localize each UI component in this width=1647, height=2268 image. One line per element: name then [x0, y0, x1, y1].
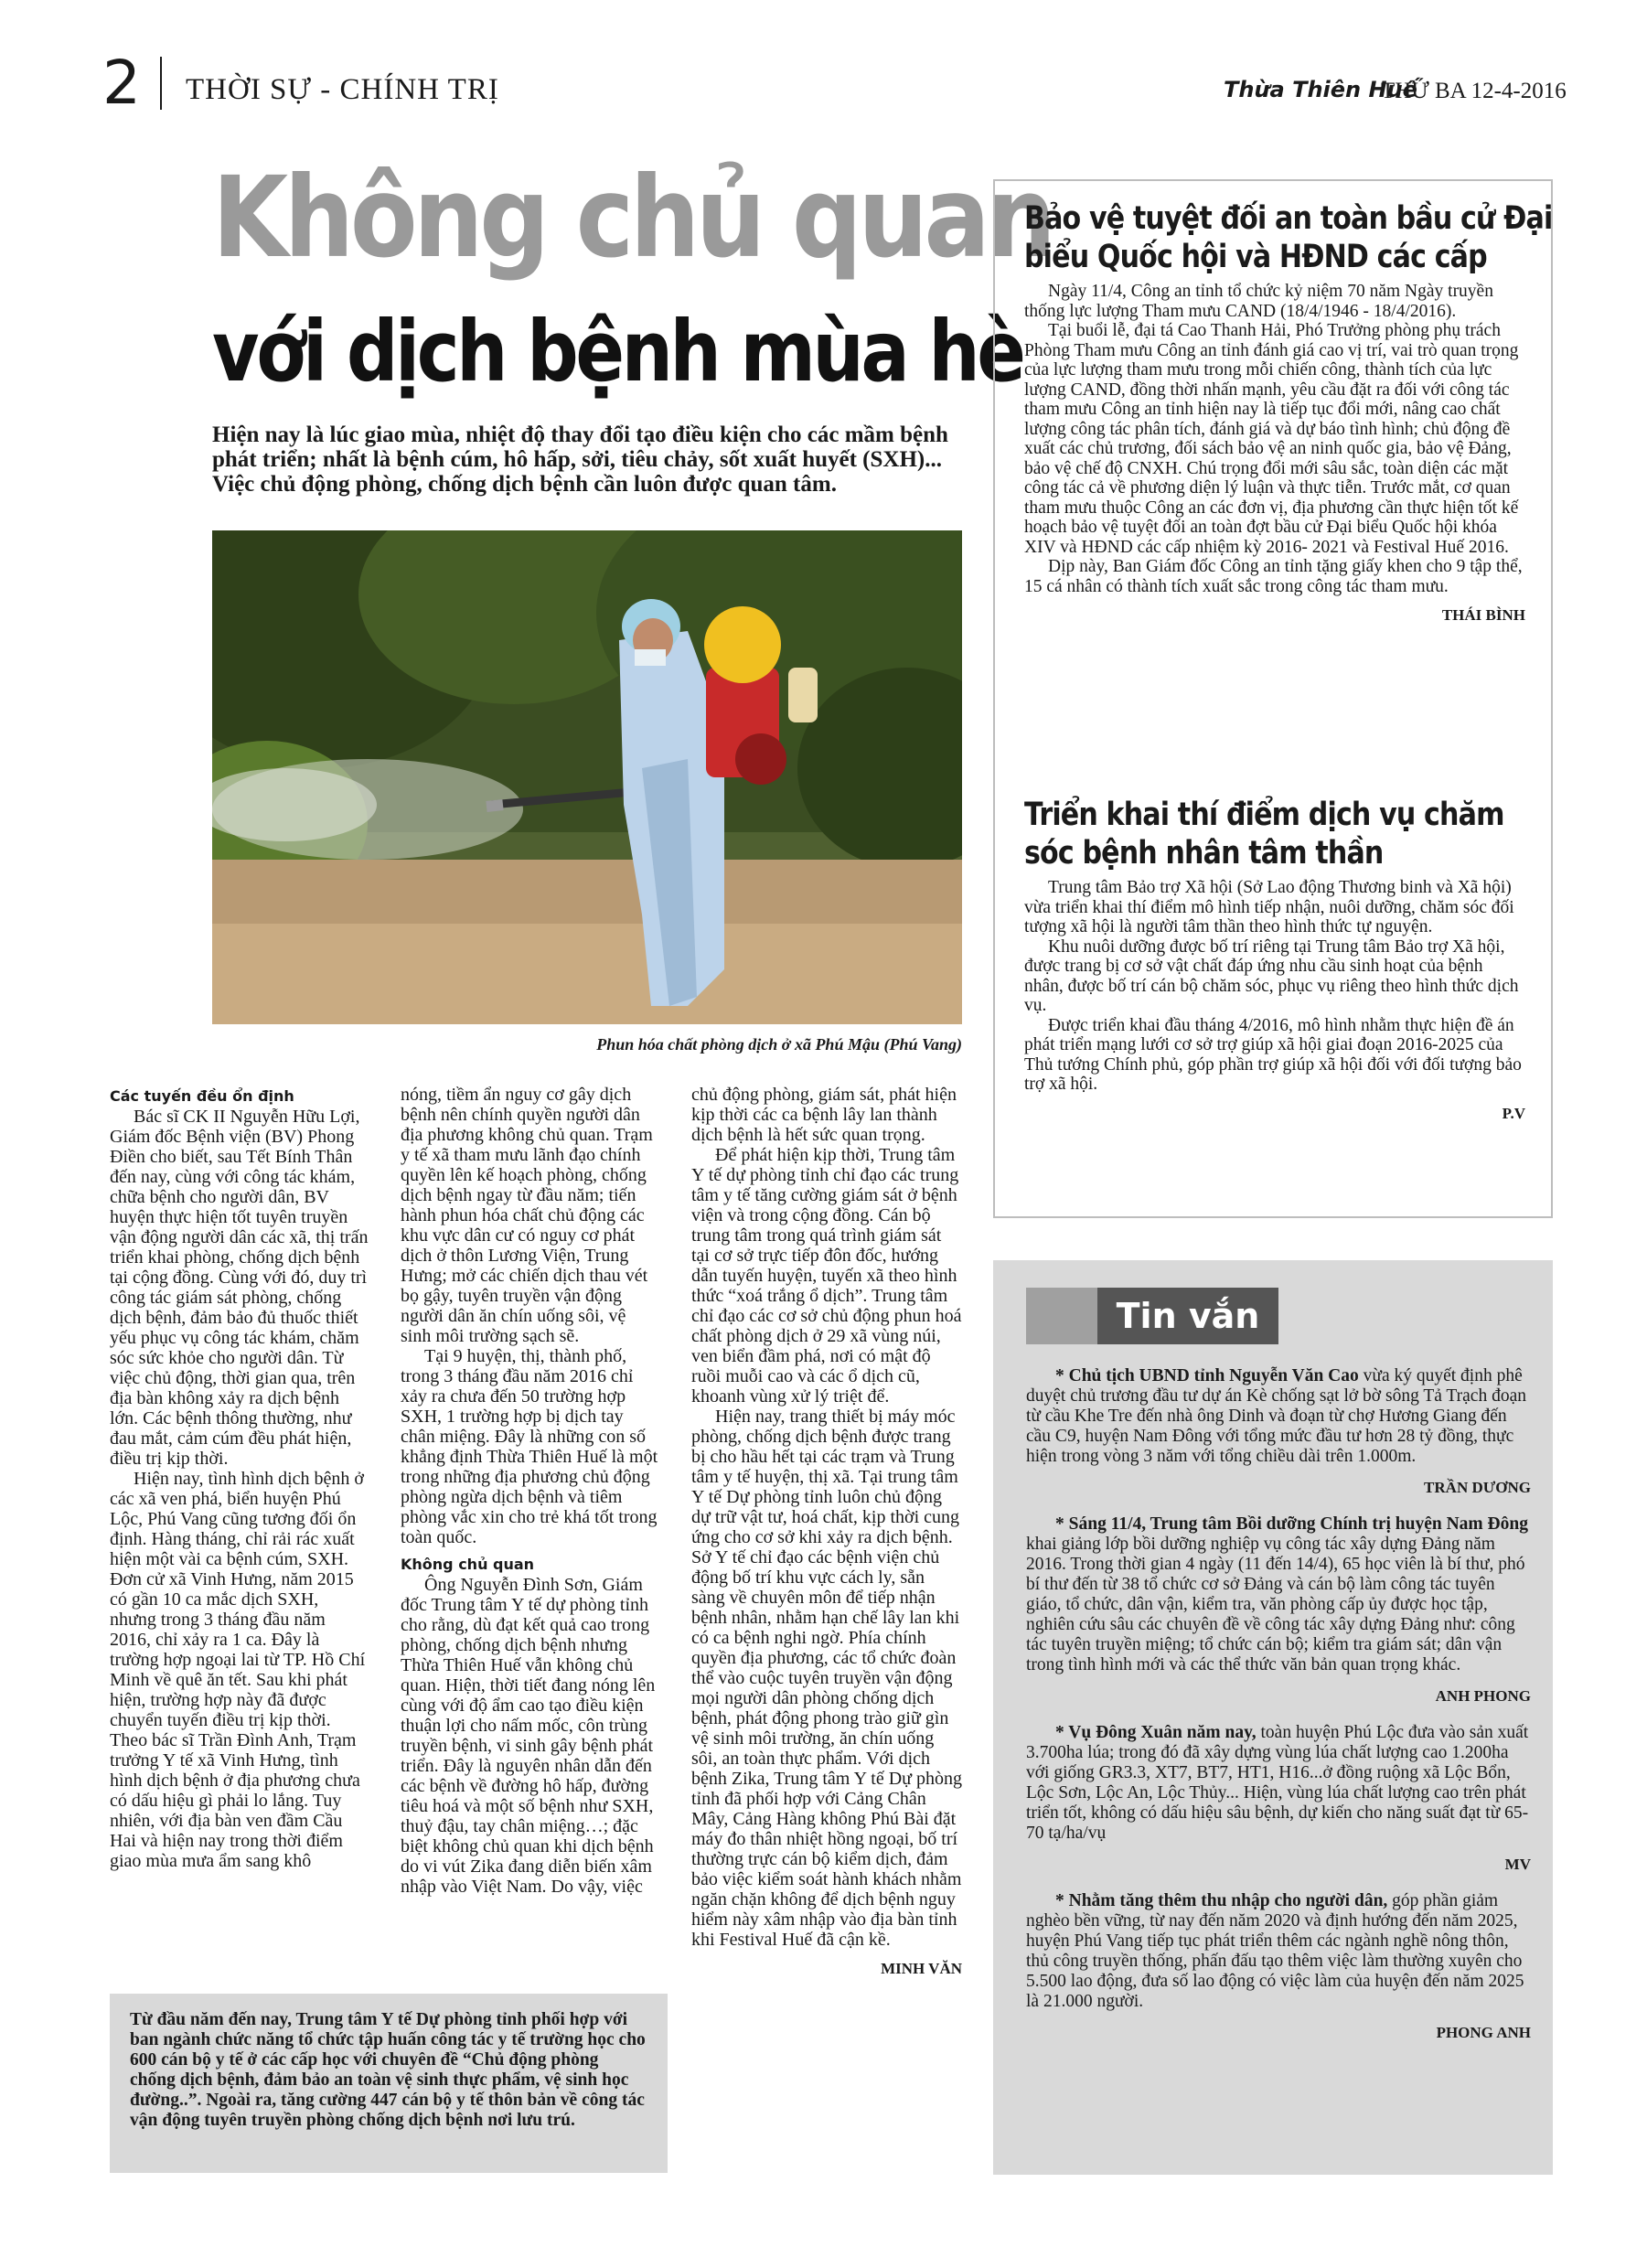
- highlight-box: Từ đầu năm đến nay, Trung tâm Y tế Dự phòng tỉnh phối hợp với ban ngành chức năng tổ chức tập huấn công tác y tế trường học cho 600 cán bộ y tế ở các cấp học với chuyên đề “Chủ động phòng chống dịch bệnh, đảm bảo an toàn vệ sinh thực phẩm, vệ sinh học đường..”. Ngoài ra, tăng cường 447 cán bộ y tế thôn bản về công tác vận động tuyên truyền phòng chống dịch bệnh nơi lưu trú.: [110, 1994, 668, 2173]
- news-headline: Triển khai thí điểm dịch vụ chăm sóc bệnh nhân tâm thần: [1024, 797, 1504, 872]
- paragraph: chủ động phòng, giám sát, phát hiện kịp thời các ca bệnh lây lan thành dịch bệnh là hết sức quan trọng.: [691, 1085, 957, 1145]
- article-author: MINH VĂN: [881, 1960, 962, 1977]
- news-body-security: [1024, 282, 1525, 626]
- subhead-not-complacent: Không chủ quan: [401, 1556, 535, 1573]
- subhead-stable: Các tuyến đều ổn định: [110, 1087, 294, 1105]
- brief-news-label: Tin vắn: [1097, 1288, 1278, 1344]
- article-column-2: [401, 1085, 658, 1897]
- photo-caption: Phun hóa chất phòng dịch ở xã Phú Mậu (Phú Vang): [596, 1035, 962, 1054]
- headline-line-2: với dịch bệnh mùa hè: [212, 303, 1023, 401]
- paragraph: Để phát hiện kịp thời, Trung tâm Y tế dự phòng tỉnh chỉ đạo các trung tâm y tế tăng cường giám sát ở bệnh viện và trong cộng đồng. Cán bộ trung tâm trong quá trình giám sát tại cơ sở trực tiếp đôn đốc, hướng dẫn tuyến huyện, tuyến xã theo hình thức “xoá trắng ổ dịch”. Trung tâm chỉ đạo các cơ sở chủ động phun hoá chất phòng dịch ở 29 xã vùng núi, ven biển đầm phá, nơi có mật độ ruồi muỗi cao và các ổ dịch cũ, khoanh vùng xử lý triệt để.: [691, 1145, 962, 1407]
- paragraph: Hiện nay, tình hình dịch bệnh ở các xã ven phá, biển huyện Phú Lộc, Phú Vang cũng tương đối ổn định. Hàng tháng, chỉ rải rác xuất hiện một vài ca bệnh cúm, SXH. Đơn cử xã Vinh Hưng, năm 2015 có gần 10 ca mắc dịch SXH, nhưng trong 3 tháng đầu năm 2016, chỉ xảy ra 1 ca. Đây là trường hợp ngoại lai từ TP. Hồ Chí Minh về quê ăn tết. Sau khi phát hiện, trường hợp này đã được chuyển tuyến điều trị kịp thời. Theo bác sĩ Trần Đình Anh, Trạm trưởng Y tế xã Vinh Hưng, tình hình dịch bệnh ở địa phương chưa có dấu hiệu gì phải lo lắng. Tuy nhiên, với địa bàn ven đầm Cầu Hai và hiện nay trong thời điểm giao mùa mưa ẩm sang khô: [110, 1469, 366, 1871]
- brief-item: * Sáng 11/4, Trung tâm Bồi dưỡng Chính trị huyện Nam Đông khai giảng lớp bồi dưỡng nghiệp vụ công tác xây dựng Đảng năm 2016. Trong thời gian 4 ngày (11 đến 14/4), 65 học viên là bí thư, phó bí thư đến từ 38 tổ chức cơ sở Đảng và cán bộ làm công tác tuyên giáo, tổ chức, dân vận, kiểm tra, văn phòng cấp ủy được học tập, nghiên cứu sâu các chuyên đề về công tác xây dựng Đảng như: công tác tuyên truyền miệng; tổ chức cán bộ; kiểm tra giám sát; dân vận trong tình hình mới và các thể thức văn bản quan trọng khác.: [1026, 1514, 1528, 1674]
- article-column-3: [691, 1085, 962, 1979]
- paragraph: Được triển khai đầu tháng 4/2016, mô hình nhằm thực hiện đề án phát triển mạng lưới cơ sở trợ giúp xã hội giai đoạn 2016-2025 của Thủ tướng Chính phủ, góp phần trợ giúp xã hội đối với đối tượng bảo trợ xã hội.: [1024, 1015, 1522, 1094]
- newspaper-name: Thừa Thiên Huế: [1224, 77, 1417, 102]
- brief-author: ANH PHONG: [1435, 1687, 1531, 1705]
- brief-item: * Chủ tịch UBND tỉnh Nguyễn Văn Cao vừa ký quyết định phê duyệt chủ trương đầu tư dự án Kè chống sạt lở bờ sông Tả Trạch đoạn từ cầu Khe Tre đến nhà ông Dinh và đoạn từ chợ Hương Giang đến cầu C9, huyện Nam Đông với tổng mức đầu tư hơn 28 tỷ đồng, thực hiện trong vòng 3 năm với tổng chiều dài trên 1.000m.: [1026, 1366, 1526, 1466]
- news-author: P.V: [1502, 1104, 1525, 1122]
- sprayer-photo-illustration: [212, 530, 962, 1024]
- news-item-security: [1024, 199, 1553, 276]
- paragraph: Tại buổi lễ, đại tá Cao Thanh Hải, Phó Trưởng phòng phụ trách Phòng Tham mưu Công an tỉnh đánh giá cao vị trí, vai trò quan trọng của lực lượng tham mưu trong mỗi chiến công, thành tích của lực lượng CAND, đồng thời nhấn mạnh, yêu cầu đặt ra đối với công tác tham mưu Công an tỉnh hiện nay là tiếp tục đổi mới, nâng cao chất lượng công tác phân tích, đánh giá và dự báo tình hình; chủ động đề xuất các chủ trương, đối sách bảo vệ an ninh quốc gia, bảo vệ Đảng, bảo vệ chế độ CNXH. Chú trọng đổi mới sâu sắc, toàn diện các mặt công tác cả về phương diện lý luận và thực tiễn. Trước mắt, cơ quan tham mưu thuộc Công an các đơn vị, địa phương cần thực hiện tốt kế hoạch bảo vệ tuyệt đối an toàn đợt bầu cử Đại biểu Quốc hội khóa XIV và HĐND các cấp nhiệm kỳ 2016- 2021 và Festival Huế 2016.: [1024, 321, 1519, 557]
- paragraph: Bác sĩ CK II Nguyễn Hữu Lợi, Giám đốc Bệnh viện (BV) Phong Điền cho biết, sau Tết Bính Thân đến nay, cùng với công tác khám, chữa bệnh cho người dân, BV huyện thực hiện tốt tuyên truyền vận động người dân các xã, thị trấn triển khai phòng, chống dịch bệnh tại cộng đồng. Cùng với đó, duy trì công tác giám sát phòng, chống dịch bệnh, đảm bảo đủ thuốc thiết yếu phục vụ công tác khám, chăm sóc sức khỏe cho người dân. Từ việc chủ động, thời gian qua, trên địa bàn không xảy ra dịch bệnh lớn. Các bệnh thông thường, như đau mắt, cảm cúm đều phát hiện, điều trị kịp thời.: [110, 1107, 369, 1469]
- paragraph: Tại 9 huyện, thị, thành phố, trong 3 tháng đầu năm 2016 chỉ xảy ra chưa đến 50 trường hợp SXH, 1 trường hợp bị dịch tay chân miệng. Đây là những con số khẳng định Thừa Thiên Huế là một trong những địa phương chủ động phòng ngừa dịch bệnh và tiêm phòng vắc xin cho trẻ khá tốt trong toàn quốc.: [401, 1346, 658, 1547]
- brief-author: TRẦN DƯƠNG: [1424, 1479, 1531, 1496]
- article-column-1: [110, 1085, 369, 1871]
- brief-author: MV: [1504, 1856, 1531, 1873]
- page-number-divider: [160, 57, 162, 110]
- paragraph: Ngày 11/4, Công an tỉnh tổ chức kỷ niệm 70 năm Ngày truyền thống lực lượng Tham mưu CAND (18/4/1946 - 18/4/2016).: [1024, 282, 1493, 321]
- paragraph: nóng, tiềm ẩn nguy cơ gây dịch bệnh nên chính quyền người dân địa phương không chủ quan. Trạm y tế xã tham mưu lãnh đạo chính quyền lên kế hoạch phòng, chống dịch bệnh ngay từ đầu năm; tiến hành phun hóa chất chủ động các khu vực dân cư có nguy cơ phát dịch ở thôn Lương Viện, Trung Hưng; mở các chiến dịch thau vét bọ gậy, tuyên truyền vận động người dân ăn chín uống sôi, vệ sinh môi trường sạch sẽ.: [401, 1085, 653, 1346]
- news-item-mental-care: [1024, 796, 1536, 872]
- article-photo: [212, 530, 962, 1024]
- brief-author: PHONG ANH: [1436, 2024, 1531, 2041]
- brief-item: * Vụ Đông Xuân năm nay, toàn huyện Phú Lộc đưa vào sản xuất 3.700ha lúa; trong đó đã xây dựng vùng lúa chất lượng cao 1.200ha với giống GR3.3, XT7, BT7, HT1, H16...ở đồng ruộng xã Lộc Bổn, Lộc Sơn, Lộc An, Lộc Thủy... Hiện, vùng lúa chất lượng cao trên phát triển tốt, không có dấu hiệu sâu bệnh, dự kiến cho năng suất đạt từ 65-70 tạ/ha/vụ: [1026, 1723, 1529, 1843]
- news-body-mental-care: [1024, 878, 1525, 1123]
- news-headline: Bảo vệ tuyệt đối an toàn bầu cử Đại biểu Quốc hội và HĐND các cấp: [1024, 200, 1553, 275]
- section-title: THỜI SỰ - CHÍNH TRỊ: [186, 73, 499, 106]
- paragraph: Ông Nguyễn Đình Sơn, Giám đốc Trung tâm Y tế dự phòng tỉnh cho rằng, dù đạt kết quả cao trong phòng, chống dịch bệnh nhưng Thừa Thiên Huế vẫn không chủ quan. Hiện, thời tiết đang nóng lên cùng với độ ẩm cao tạo điều kiện thuận lợi cho nấm mốc, côn trùng truyền bệnh, vi sinh gây bệnh phát triển. Đây là nguyên nhân dẫn đến các bệnh về đường hô hấp, đường tiêu hoá và một số bệnh như SXH, thuỷ đậu, tay chân miệng…; đặc biệt không chủ quan khi dịch bệnh do vi vút Zika đang diễn biến xâm nhập vào Việt Nam. Do vậy, việc: [401, 1575, 656, 1897]
- brief-news-list: [1026, 1366, 1531, 2043]
- paragraph: Khu nuôi dưỡng được bố trí riêng tại Trung tâm Bảo trợ Xã hội, được trang bị cơ sở vật chất đáp ứng nhu cầu sinh hoạt của bệnh nhân, được bố trí cán bộ chăm sóc, phục vụ riêng theo hình thức dịch vụ.: [1024, 936, 1519, 1015]
- issue-date: THỨ BA 12-4-2016: [1381, 79, 1567, 103]
- brief-item: * Nhằm tăng thêm thu nhập cho người dân, góp phần giảm nghèo bền vững, từ nay đến năm 2020 và định hướng đến năm 2025, huyện Phú Vang tiếp tục phát triển thêm các ngành nghề nông thôn, thủ công truyền thống, phấn đấu tạo thêm việc làm thường xuyên cho 5.500 lao động, đưa số lao động có việc làm của huyện đến năm 2025 là 21.000 người.: [1026, 1891, 1524, 2011]
- paragraph: Hiện nay, trang thiết bị máy móc phòng, chống dịch bệnh được trang bị cho hầu hết tại các trạm và Trung tâm y tế huyện, thị xã. Tại trung tâm Y tế Dự phòng tỉnh luôn chủ động dự trữ vật tư, hoá chất, kịp thời cung ứng cho cơ sở khi xảy ra dịch bệnh. Sở Y tế chỉ đạo các bệnh viện chủ động bố trí khu vực cách ly, sẵn sàng về chuyên môn để tiếp nhận bệnh nhân, nhằm hạn chế lây lan khi có ca bệnh nghi ngờ. Phía chính quyền địa phương, các tổ chức đoàn thể vào cuộc tuyên truyền vận động mọi người dân phòng chống dịch bệnh, phát động phong trào giữ gìn vệ sinh môi trường, ăn chín uống sôi, an toàn thực phẩm. Với dịch bệnh Zika, Trung tâm Y tế Dự phòng tỉnh đã phối hợp với Cảng Chân Mây, Cảng Hàng không Phú Bài đặt máy đo thân nhiệt hồng ngoại, bố trí thường trực cán bộ kiểm dịch, đảm bảo việc kiểm soát hành khách nhằm ngăn chặn không để dịch bệnh nguy hiểm này xâm nhập vào địa bàn tỉnh khi Festival Huế đã cận kề.: [691, 1407, 963, 1950]
- paragraph: Dịp này, Ban Giám đốc Công an tỉnh tặng giấy khen cho 9 tập thể, 15 cá nhân có thành tích xuất sắc trong công tác tham mưu.: [1024, 557, 1523, 596]
- article-lead: Hiện nay là lúc giao mùa, nhiệt độ thay đổi tạo điều kiện cho các mầm bệnh phát triển; nhất là bệnh cúm, hô hấp, sởi, tiêu chảy, sốt xuất huyết (SXH)... Việc chủ động phòng, chống dịch bệnh cần luôn được quan tâm.: [212, 423, 948, 497]
- paragraph: Trung tâm Bảo trợ Xã hội (Sở Lao động Thương binh và Xã hội) vừa triển khai thí điểm mô hình tiếp nhận, nuôi dưỡng, chăm sóc đối tượng xã hội là người tâm thần theo hình thức tự nguyện.: [1024, 878, 1514, 936]
- headline-line-1: Không chủ quan: [212, 153, 1053, 283]
- page-number: 2: [102, 48, 141, 118]
- news-author: THÁI BÌNH: [1441, 606, 1525, 624]
